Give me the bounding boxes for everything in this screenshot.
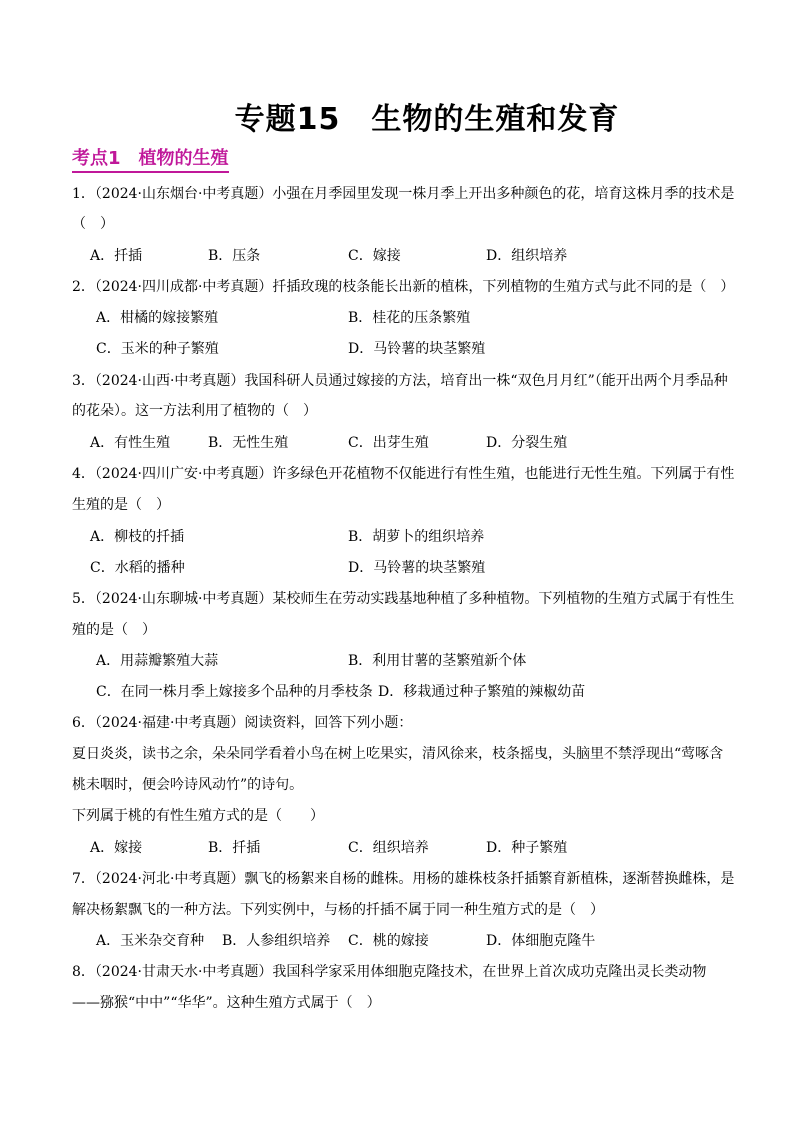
question-5-option-b: B．利用甘薯的茎繁殖新个体	[348, 653, 527, 669]
question-2-option-b: B．桂花的压条繁殖	[348, 310, 471, 326]
question-5-text: 5．（2024·山东聊城·中考真题）某校师生在劳动实践基地种植了多种植物。下列植物的生殖方式属于有性生	[72, 591, 735, 607]
question-1-text: 1．（2024·山东烟台·中考真题）小强在月季园里发现一株月季上开出多种颜色的花，培育这株月季的技术是	[72, 186, 735, 202]
question-2-option-d: D．马铃薯的块茎繁殖	[348, 341, 486, 357]
question-3-option-a: A．有性生殖	[90, 435, 171, 451]
question-8-text: 8．（2024·甘肃天水·中考真题）我国科学家采用体细胞克隆技术，在世界上首次成功克隆出灵长类动物	[72, 964, 707, 980]
question-2-option-c: C．玉米的种子繁殖	[96, 341, 219, 357]
question-2-option-a: A．柑橘的嫁接繁殖	[96, 310, 219, 326]
question-7-option-b: B．人参组织培养	[222, 933, 331, 949]
question-4-text: 4．（2024·四川广安·中考真题）许多绿色开花植物不仅能进行有性生殖，也能进行无性生殖。下列属于有性	[72, 466, 735, 482]
question-5-option-c: C．在同一株月季上嫁接多个品种的月季枝条	[96, 684, 373, 700]
question-6-option-d: D．种子繁殖	[486, 840, 568, 856]
question-3-option-b: B．无性生殖	[208, 435, 289, 451]
question-1-option-a: A．扦插	[90, 248, 143, 264]
question-4-option-c: C．水稻的播种	[90, 560, 185, 576]
section-heading: 考点1 植物的生殖	[72, 144, 229, 173]
question-6-subquestion: 下列属于桃的有性生殖方式的是（ ）	[72, 808, 324, 824]
question-5-option-d: D．移栽通过种子繁殖的辣椒幼苗	[378, 684, 586, 700]
question-7-option-d: D．体细胞克隆牛	[486, 933, 596, 949]
question-3-text-cont: 的花朵）。这一方法利用了植物的（ ）	[72, 403, 317, 419]
question-1-text-cont: （ ）	[72, 216, 114, 232]
question-3-option-c: C．出芽生殖	[348, 435, 429, 451]
question-6-option-a: A．嫁接	[90, 840, 143, 856]
question-4-option-d: D．马铃薯的块茎繁殖	[348, 560, 486, 576]
question-3-text: 3．（2024·山西·中考真题）我国科研人员通过嫁接的方法，培育出一株“双色月月红”（能开出两个月季品种	[72, 373, 728, 389]
question-2-text: 2．（2024·四川成都·中考真题）扦插玫瑰的枝条能长出新的植株，下列植物的生殖方式与此不同的是（ ）	[72, 279, 735, 295]
question-6-material-cont: 桃未咽时，便会吟诗风动竹”的诗句。	[72, 777, 304, 793]
question-4-option-a: A．柳枝的扦插	[90, 529, 185, 545]
page-title: 专题15 生物的生殖和发育	[234, 102, 620, 137]
question-8-text-cont: ——猕猴“中中”“华华”。这种生殖方式属于（ ）	[72, 995, 381, 1011]
question-1-option-c: C．嫁接	[348, 248, 401, 264]
question-6-option-b: B．扦插	[208, 840, 261, 856]
question-7-text-cont: 解决杨絮飘飞的一种方法。下列实例中，与杨的扦插不属于同一种生殖方式的是（ ）	[72, 902, 604, 918]
question-1-option-d: D．组织培养	[486, 248, 568, 264]
question-4-text-cont: 生殖的是（ ）	[72, 497, 170, 513]
question-1-option-b: B．压条	[208, 248, 261, 264]
question-5-text-cont: 殖的是（ ）	[72, 622, 156, 638]
question-6-option-c: C．组织培养	[348, 840, 429, 856]
question-7-option-c: C．桃的嫁接	[348, 933, 429, 949]
question-3-option-d: D．分裂生殖	[486, 435, 568, 451]
question-7-text: 7．（2024·河北·中考真题）飘飞的杨絮来自杨的雌株。用杨的雄株枝条扦插繁育新植株，逐渐替换雌株，是	[72, 871, 735, 887]
question-4-option-b: B．胡萝卜的组织培养	[348, 529, 485, 545]
question-6-text: 6．（2024·福建·中考真题）阅读资料，回答下列小题：	[72, 715, 413, 731]
question-5-option-a: A．用蒜瓣繁殖大蒜	[96, 653, 219, 669]
question-6-material: 夏日炎炎，读书之余，朵朵同学看着小鸟在树上吃果实，清风徐来，枝条摇曳，头脑里不禁浮现出“莺啄含	[72, 746, 724, 762]
question-7-option-a: A．玉米杂交育种	[96, 933, 205, 949]
